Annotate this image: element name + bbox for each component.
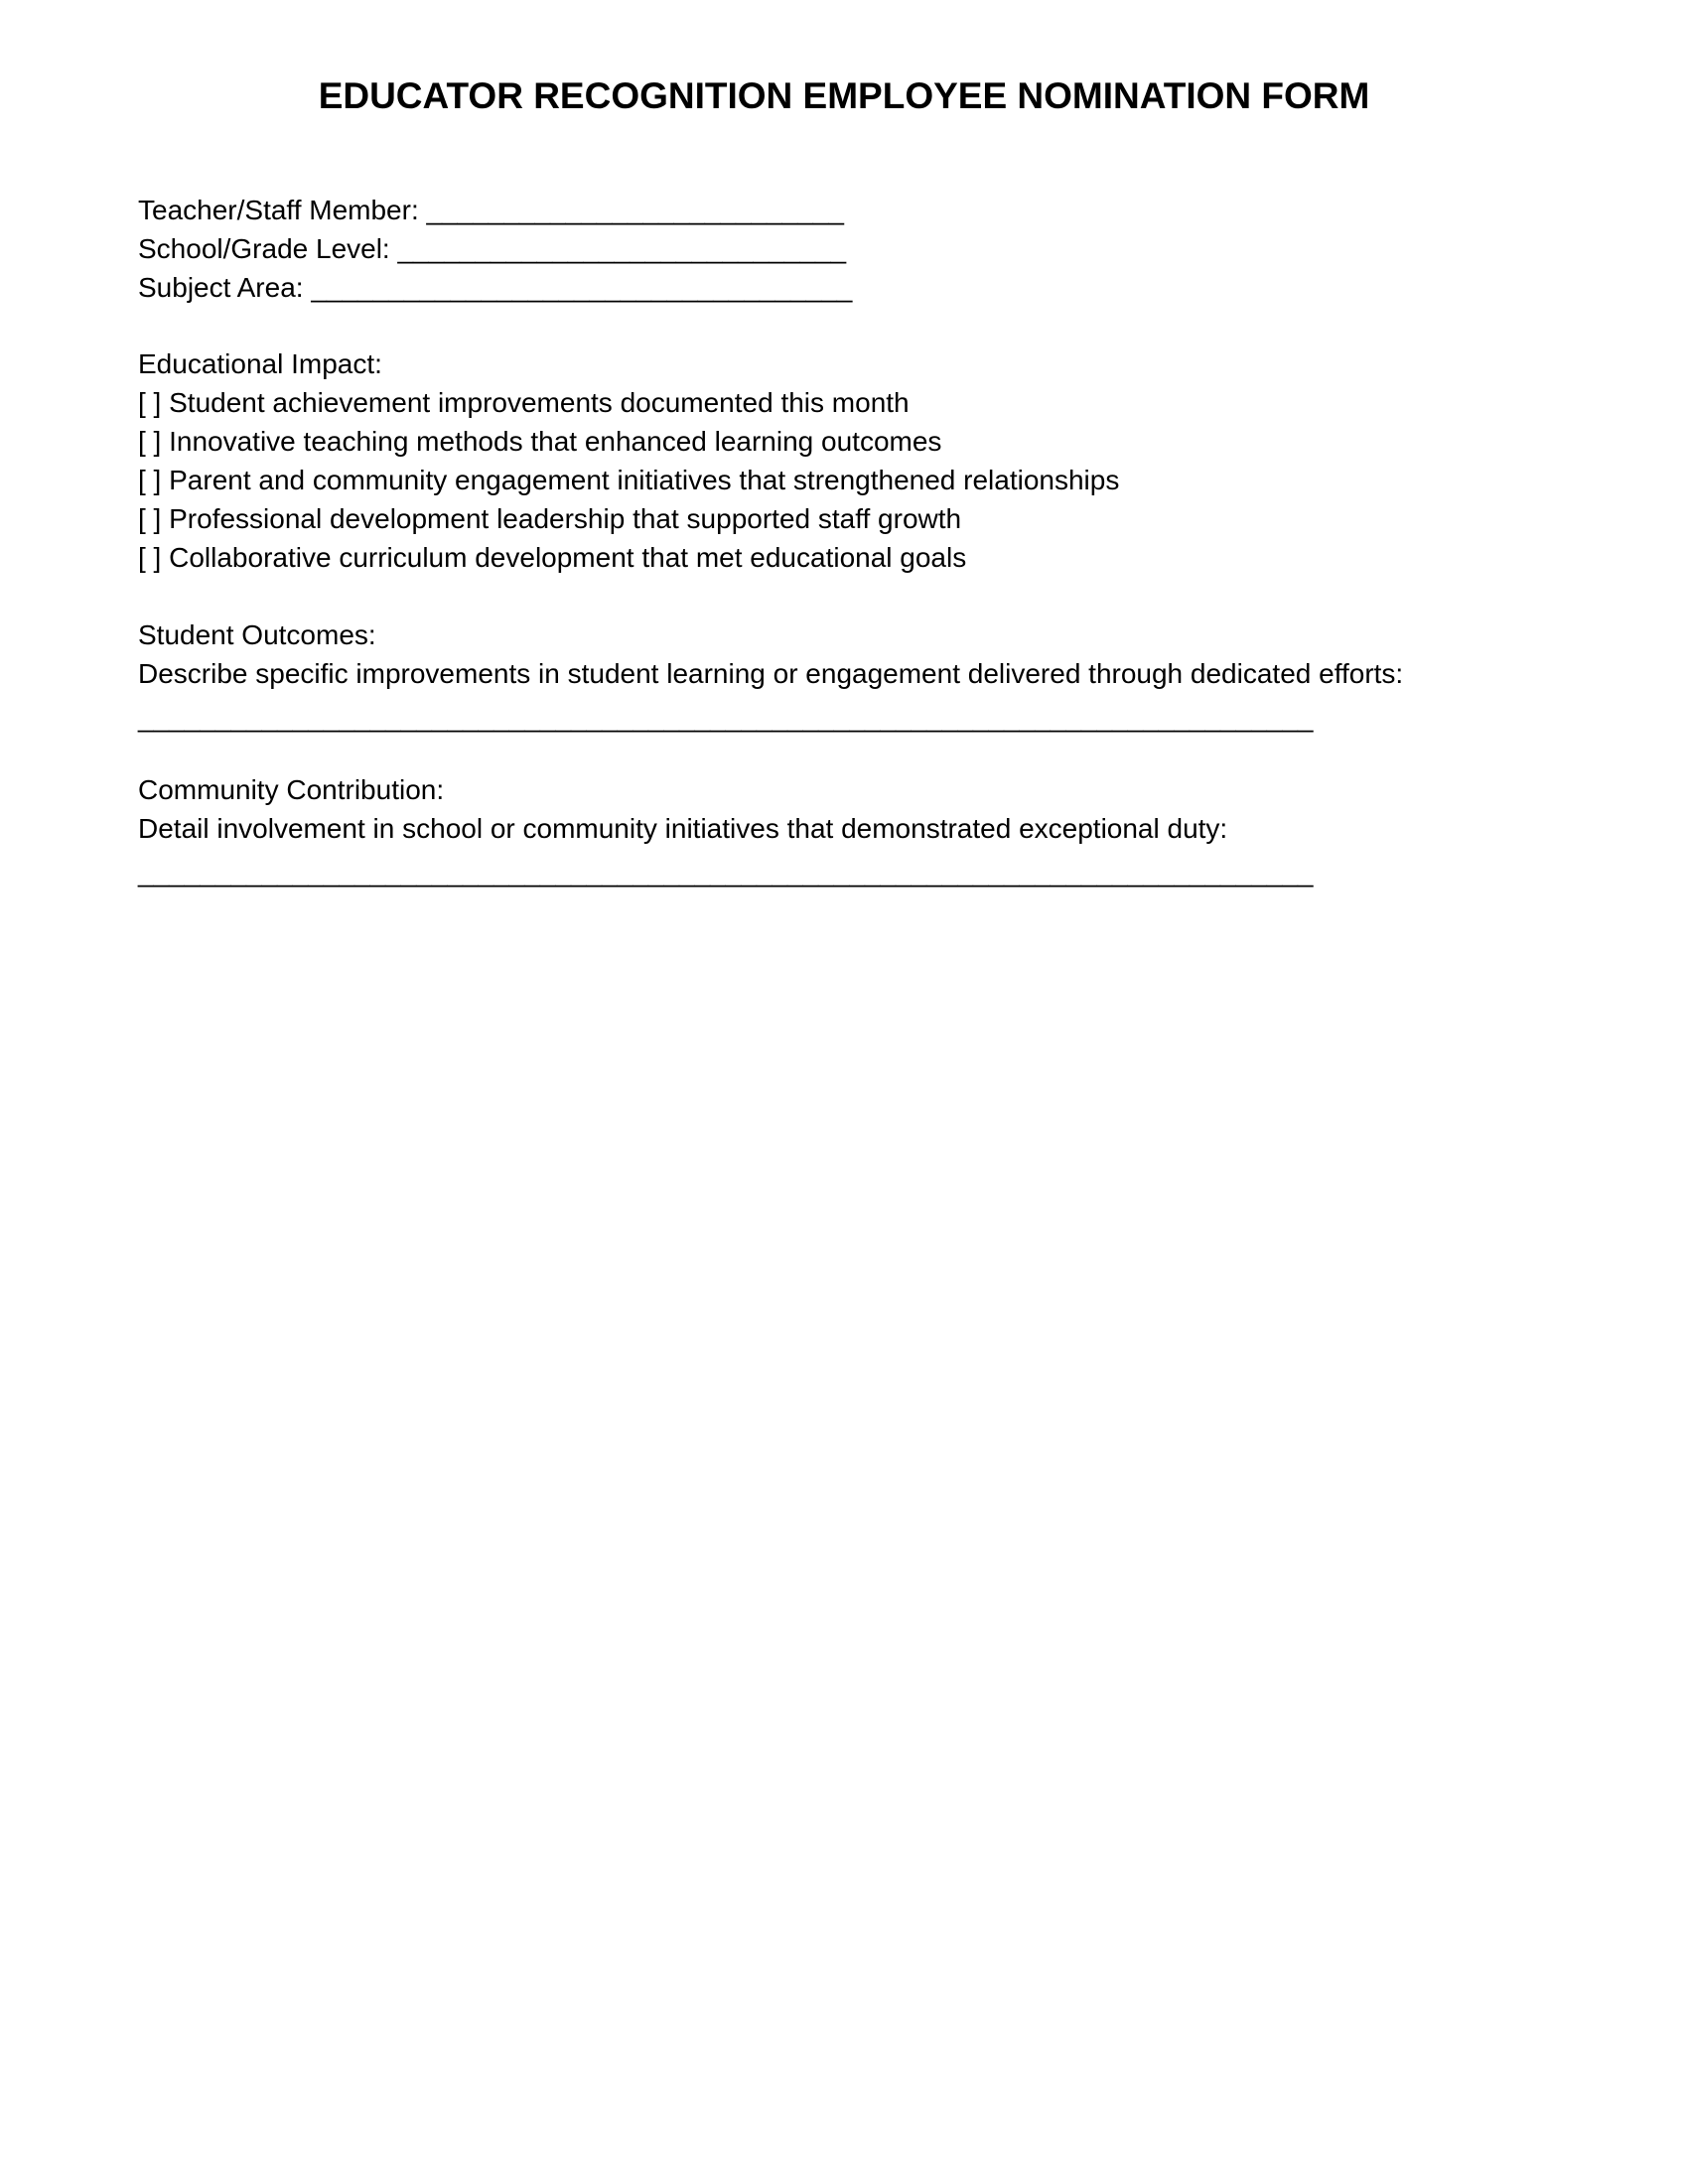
page-title: EDUCATOR RECOGNITION EMPLOYEE NOMINATION FORM [318,75,1370,116]
subject-area-field: Subject Area: ___________________________________ [138,272,853,303]
impact-checkbox-item: [ ] Professional development leadership that supported staff growth [138,503,962,534]
impact-checkbox-item: [ ] Student achievement improvements documented this month [138,387,910,418]
educational-impact-heading: Educational Impact: [138,348,382,379]
community-contribution-heading: Community Contribution: [138,774,445,805]
student-outcomes-answer-line: ____________________________________________________________________________ [138,702,1314,733]
impact-checkbox-item: [ ] Parent and community engagement initiatives that strengthened relationships [138,465,1120,495]
impact-checkbox-item: [ ] Innovative teaching methods that enhanced learning outcomes [138,426,942,457]
school-grade-field: School/Grade Level: _____________________________ [138,233,847,264]
community-contribution-prompt: Detail involvement in school or community initiatives that demonstrated exceptional duty: [138,813,1228,844]
impact-checkbox-item: [ ] Collaborative curriculum development that met educational goals [138,542,967,573]
community-contribution-answer-line: ____________________________________________________________________________ [138,857,1314,887]
student-outcomes-heading: Student Outcomes: [138,619,376,650]
student-outcomes-prompt: Describe specific improvements in student learning or engagement delivered through dedicated efforts: [138,658,1404,689]
teacher-staff-field: Teacher/Staff Member: ___________________________ [138,195,844,225]
